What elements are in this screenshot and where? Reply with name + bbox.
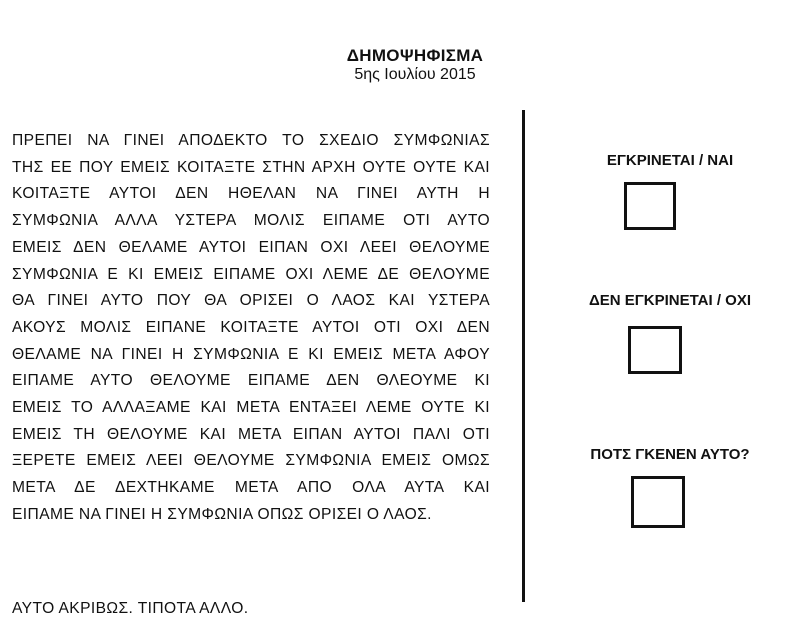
option-no-checkbox[interactable]: [628, 326, 682, 374]
ballot-footer: ΑΥΤΟ ΑΚΡΙΒΩΣ. ΤΙΠΟΤΑ ΑΛΛΟ.: [12, 600, 249, 617]
option-no-label-wrap: [540, 292, 800, 310]
vertical-divider: [522, 110, 525, 602]
option-yes-checkbox[interactable]: [624, 182, 676, 230]
option-yes-label: ΕΓΚΡΙΝΕΤΑΙ / ΝΑΙ: [606, 152, 734, 169]
question-line: ΕΙΠΑΜΕ ΝΑ ΓΙΝΕΙ Η ΣΥΜΦΩΝΙΑ ΟΠΩΣ ΟΡΙΣΕΙ Ο ΛΑΟΣ.: [12, 505, 432, 523]
question-line: ΠΡΕΠΕΙ ΝΑ ΓΙΝΕΙ ΑΠΟΔΕΚΤΟ ΤΟ ΣΧΕΔΙΟ ΣΥΜΦΩΝΙΑΣ: [12, 132, 490, 149]
option-no-label: ΔΕΝ ΕΓΚΡΙΝΕΤΑΙ / ΟΧΙ: [588, 292, 752, 309]
question-line: ΣΥΜΦΩΝΙΑ Ε ΚΙ ΕΜΕΙΣ ΕΙΠΑΜΕ ΟΧΙ ΛΕΜΕ ΔΕ ΘΕΛΟΥΜΕ: [12, 265, 490, 283]
question-line: ΜΕΤΑ ΔΕ ΔΕΧΤΗΚΑΜΕ ΜΕΤΑ ΑΠΟ ΟΛΑ ΑΥΤΑ ΚΑΙ: [12, 479, 490, 497]
question-line: ΕΙΠΑΜΕ ΑΥΤΟ ΘΕΛΟΥΜΕ ΕΙΠΑΜΕ ΔΕΝ ΘΛΕΟΥΜΕ ΚΙ: [12, 372, 490, 390]
question-line: ΣΥΜΦΩΝΙΑ ΑΛΛΑ ΥΣΤΕΡΑ ΜΟΛΙΣ ΕΙΠΑΜΕ ΟΤΙ ΑΥΤΟ: [12, 212, 490, 230]
option-third-label-wrap: [540, 446, 800, 464]
question-line: ΑΚΟΥΣ ΜΟΛΙΣ ΕΙΠΑΝΕ ΚΟΙΤΑΞΤΕ ΑΥΤΟΙ ΟΤΙ ΟΧΙ ΔΕΝ: [12, 318, 490, 336]
question-line: ΤΗΣ ΕΕ ΠΟΥ ΕΜΕΙΣ ΚΟΙΤΑΞΤΕ ΣΤΗΝ ΑΡΧΗ ΟΥΤΕ ΟΥΤΕ ΚΑΙ: [12, 158, 490, 176]
option-third-label: ΠΟΤΣ ΓΚΕΝΕΝ ΑΥΤΟ?: [590, 446, 750, 463]
question-line: ΕΜΕΙΣ ΔΕΝ ΘΕΛΑΜΕ ΑΥΤΟΙ ΕΙΠΑΝ ΟΧΙ ΛΕΕΙ ΘΕΛΟΥΜΕ: [12, 238, 490, 256]
question-line: ΘΕΛΑΜΕ ΝΑ ΓΙΝΕΙ Η ΣΥΜΦΩΝΙΑ Ε ΚΙ ΕΜΕΙΣ ΜΕΤΑ ΑΦΟΥ: [12, 345, 490, 363]
ballot-header: [300, 46, 530, 84]
question-line: ΕΜΕΙΣ ΤΗ ΘΕΛΟΥΜΕ ΚΑΙ ΜΕΤΑ ΕΙΠΑΝ ΑΥΤΟΙ ΠΑΛΙ ΟΤΙ: [12, 425, 490, 443]
ballot-question-text: [12, 128, 490, 529]
question-line: ΞΕΡΕΤΕ ΕΜΕΙΣ ΛΕΕΙ ΘΕΛΟΥΜΕ ΣΥΜΦΩΝΙΑ ΕΜΕΙΣ ΟΜΩΣ: [12, 452, 490, 470]
option-third-checkbox[interactable]: [631, 476, 685, 528]
question-line: ΚΟΙΤΑΞΤΕ ΑΥΤΟΙ ΔΕΝ ΗΘΕΛΑΝ ΝΑ ΓΙΝΕΙ ΑΥΤΗ Η: [12, 185, 490, 203]
question-line: ΘΑ ΓΙΝΕΙ ΑΥΤΟ ΠΟΥ ΘΑ ΟΡΙΣΕΙ Ο ΛΑΟΣ ΚΑΙ ΥΣΤΕΡΑ: [12, 292, 490, 310]
ballot-title: ΔΗΜΟΨΗΦΙΣΜΑ: [346, 46, 484, 65]
ballot-date: 5ης Ιουλίου 2015: [354, 66, 476, 83]
question-line: ΕΜΕΙΣ ΤΟ ΑΛΛΑΞΑΜΕ ΚΑΙ ΜΕΤΑ ΕΝΤΑΞΕΙ ΛΕΜΕ ΟΥΤΕ ΚΙ: [12, 399, 490, 417]
option-yes-label-wrap: [540, 152, 800, 170]
